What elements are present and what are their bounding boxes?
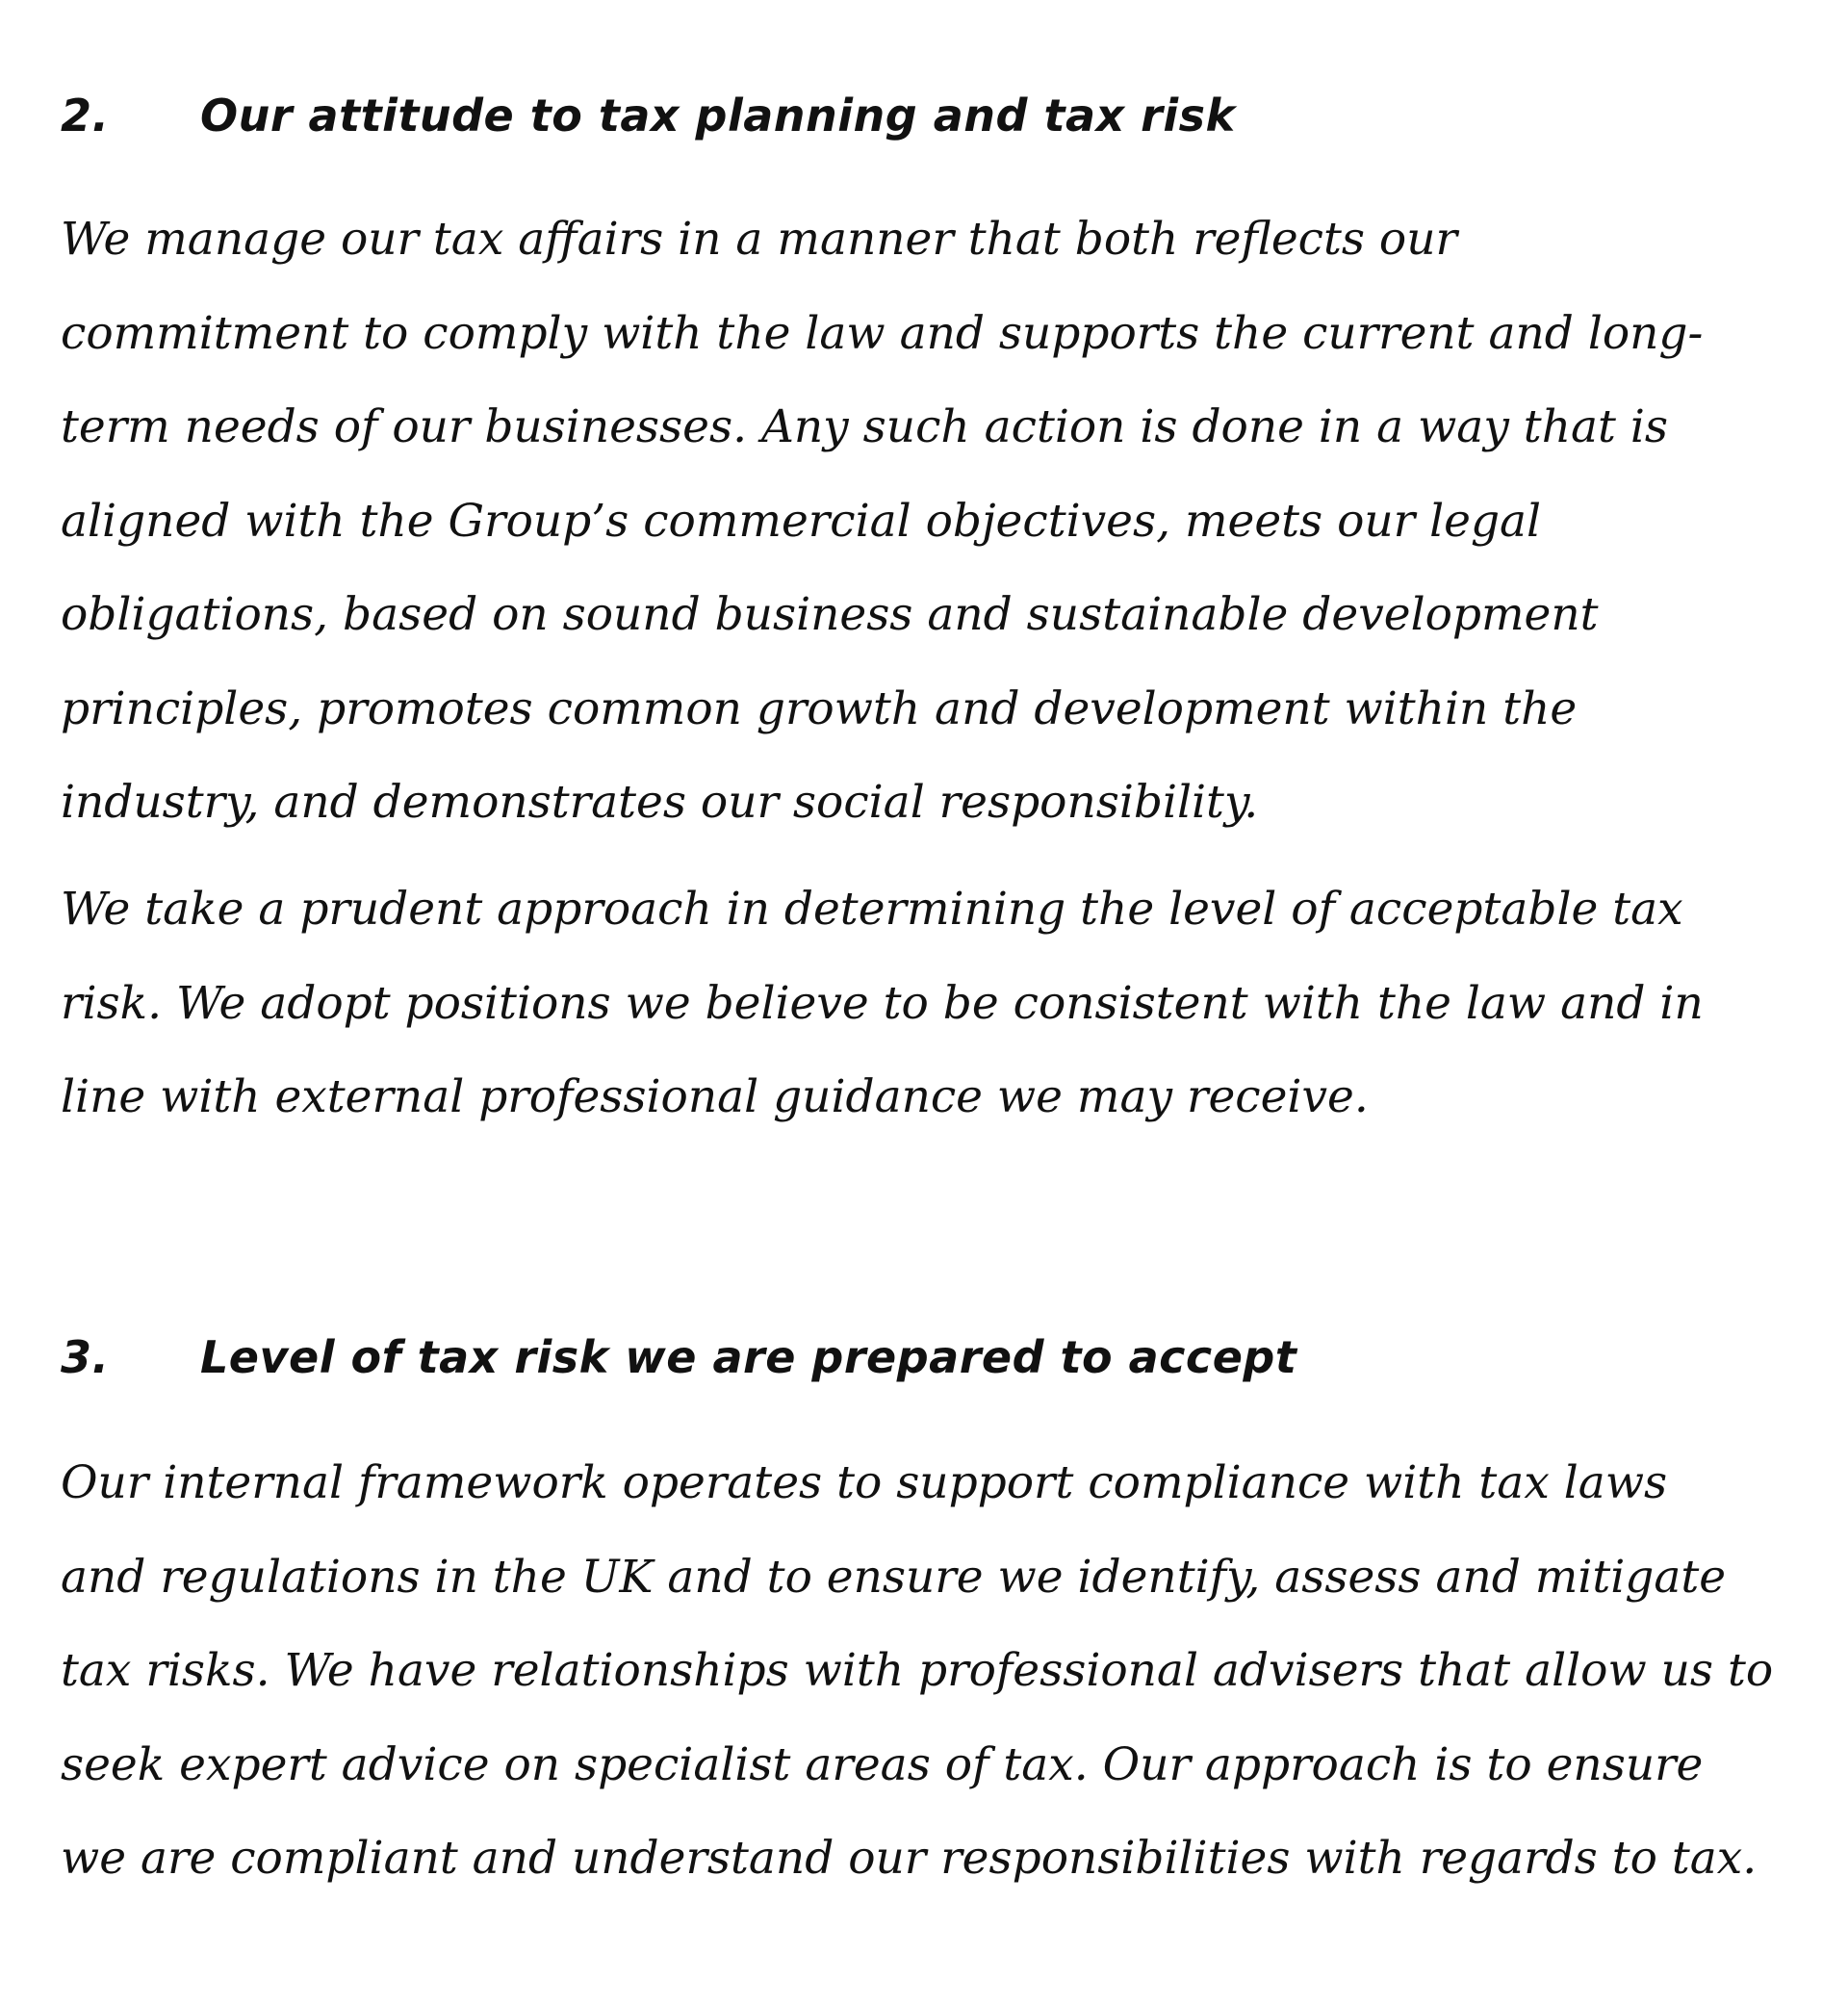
text-line: seek expert advice on specialist areas of tax. Our approach is to ensure: [61, 1737, 1704, 1791]
text-line: commitment to comply with the law and supports the current and long-: [61, 306, 1704, 360]
paragraph: [61, 193, 1793, 850]
paragraph: [61, 862, 1793, 1144]
paragraph: [61, 1436, 1793, 1906]
section-number: 2.: [61, 90, 110, 141]
text-line: We take a prudent approach in determining the level of acceptable tax: [61, 883, 1683, 936]
text-line: term needs of our businesses. Any such action is done in a way that is: [61, 400, 1668, 453]
text-line: we are compliant and understand our responsibilities with regards to tax.: [61, 1832, 1758, 1885]
section-title: Level of tax risk we are prepared to accept: [200, 1331, 1297, 1383]
section-number: 3.: [61, 1331, 110, 1383]
text-line: aligned with the Group’s commercial objectives, meets our legal: [61, 494, 1542, 548]
text-line: tax risks. We have relationships with professional advisers that allow us to: [61, 1644, 1774, 1697]
text-line: risk. We adopt positions we believe to be consistent with the law and in: [61, 976, 1704, 1030]
text-line: and regulations in the UK and to ensure we identify, assess and mitigate: [61, 1550, 1727, 1604]
text-line: line with external professional guidance we may receive.: [61, 1070, 1369, 1123]
text-line: principles, promotes common growth and development within the: [61, 681, 1578, 735]
text-line: We manage our tax affairs in a manner that both reflects our: [61, 213, 1457, 266]
text-line: industry, and demonstrates our social responsibility.: [61, 776, 1259, 829]
section-heading-2: [61, 87, 1236, 144]
section-heading-3: [61, 1328, 1296, 1386]
text-line: obligations, based on sound business and sustainable development: [61, 588, 1599, 641]
section-title: Our attitude to tax planning and tax risk: [200, 90, 1236, 141]
text-line: Our internal framework operates to support compliance with tax laws: [61, 1456, 1668, 1509]
